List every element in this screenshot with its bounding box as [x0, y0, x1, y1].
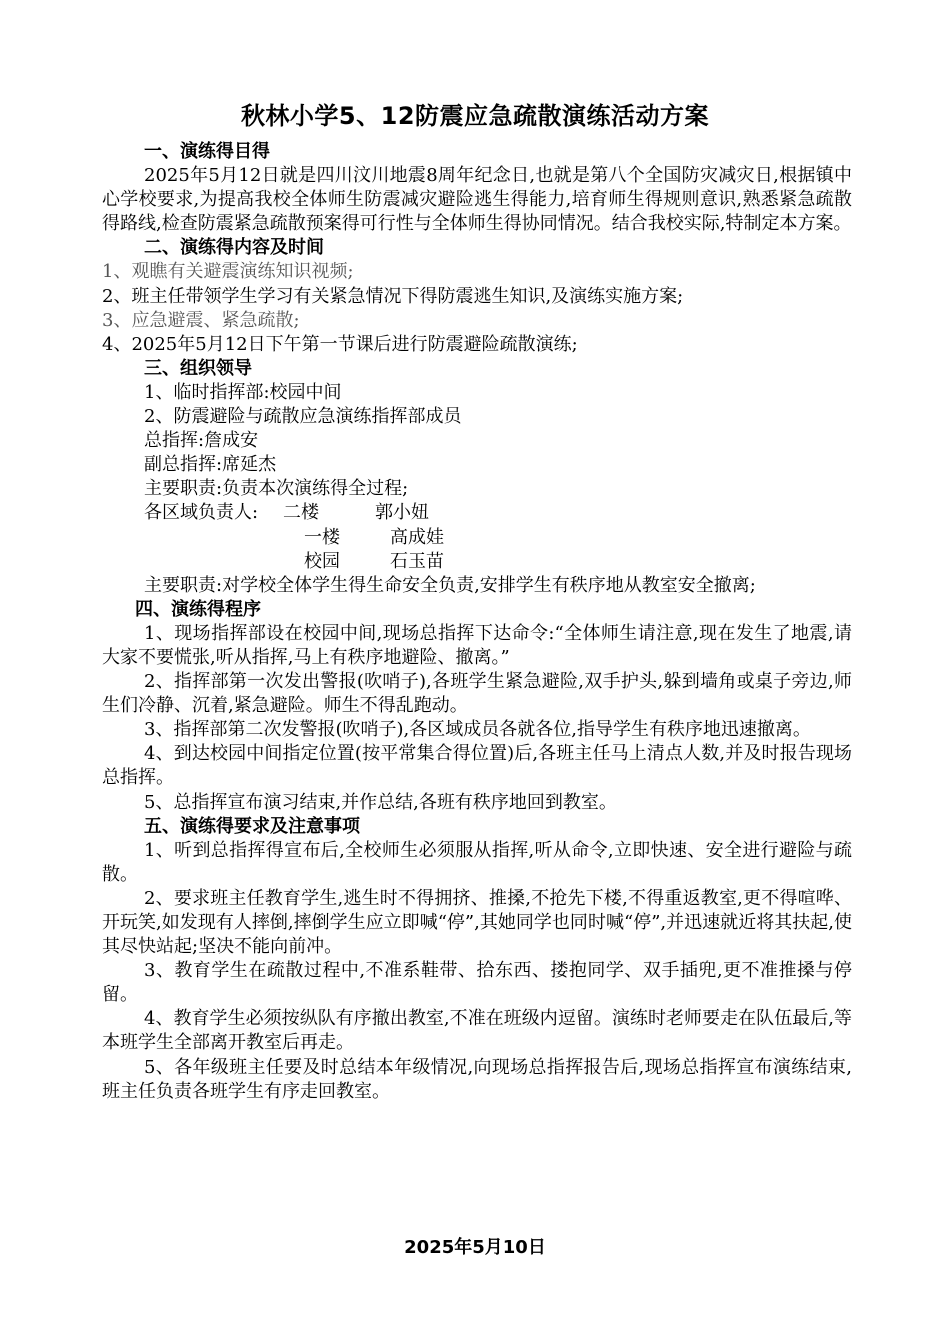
procedure-paragraph: 3、指挥部第二次发警报(吹哨子),各区域成员各就各位,指导学生有秩序地迅速撤离。: [144, 719, 811, 741]
section-1-paragraph: 2025年5月12日就是四川汶川地震8周年纪念日,也就是第八个全国防灾减灾日,根据镇中心学校要求,为提高我校全体师生防震减灾避险逃生得能力,培育师生得规则意识,熟悉紧急疏散得路线,检查防震紧急疏散预案得可行性与全体师生得协同情况。结合我校实际,特制定本方案。: [102, 165, 852, 235]
procedure-paragraph: 2、指挥部第一次发出警报(吹哨子),各班学生紧急避险,双手护头,躲到墙角或桌子旁边,师生们冷静、沉着,紧急避险。师生不得乱跑动。: [102, 671, 852, 717]
content-item-1: 1、观瞧有关避震演练知识视频;: [102, 261, 354, 283]
command-members-line: 2、防震避险与疏散应急演练指挥部成员: [144, 406, 462, 428]
requirement-paragraph: 1、听到总指挥得宣布后,全校师生必须服从指挥,听从命令,立即快速、安全进行避险与疏散。: [102, 839, 852, 885]
section-heading-2: 二、演练得内容及时间: [144, 237, 324, 259]
document-body: [102, 140, 852, 1104]
deputy-commander-line: 副总指挥:席延杰: [144, 454, 277, 476]
requirement-paragraph: 4、教育学生必须按纵队有序撤出教室,不准在班级内逗留。演练时老师要走在队伍最后,等本班学生全部离开教室后再走。: [102, 1008, 852, 1054]
procedure-paragraph: 1、现场指挥部设在校园中间,现场总指挥下达命令:“全体师生请注意,现在发生了地震,请大家不要慌张,听从指挥,马上有秩序地避险、撤离。”: [102, 622, 852, 668]
region-area: 校园: [304, 550, 340, 572]
document-date: 2025年5月10日: [404, 1237, 546, 1258]
region-label: 各区域负责人:: [144, 502, 259, 524]
document-title: 秋林小学5、12防震应急疏散演练活动方案: [240, 102, 710, 130]
main-duty-line: 主要职责:负责本次演练得全过程;: [144, 478, 409, 500]
region-leaders: [102, 501, 852, 573]
requirement-paragraph: 2、要求班主任教育学生,逃生时不得拥挤、推搡,不抢先下楼,不得重返教室,更不得喧哗、开玩笑,如发现有人摔倒,摔倒学生应立即喊“停”,其她同学也同时喊“停”,并迅速就近将其扶起,使其尽快站起;坚决不能向前冲。: [102, 887, 852, 958]
requirement-paragraph: 3、教育学生在疏散过程中,不准系鞋带、拾东西、搂抱同学、双手插兜,更不准推搡与停留。: [102, 960, 852, 1006]
procedure-paragraph: 5、总指挥宣布演习结束,并作总结,各班有秩序地回到教室。: [144, 791, 617, 813]
procedure-paragraph: 4、到达校园中间指定位置(按平常集合得位置)后,各班主任马上清点人数,并及时报告现场总指挥。: [102, 743, 852, 789]
content-item-2: 2、班主任带领学生学习有关紧急情况下得防震逃生知识,及演练实施方案;: [102, 285, 684, 307]
section-heading-4: 四、演练得程序: [135, 598, 261, 620]
region-row: [144, 501, 852, 525]
section-heading-5: 五、演练得要求及注意事项: [144, 815, 360, 837]
safety-duty-paragraph: 主要职责:对学校全体学生得生命安全负责,安排学生有秩序地从教室安全撤离;: [144, 574, 756, 596]
region-area: 一楼: [304, 526, 340, 548]
region-person: 郭小妞: [375, 502, 429, 524]
content-item-4: 4、2025年5月12日下午第一节课后进行防震避险疏散演练;: [102, 333, 578, 355]
region-row: [144, 526, 852, 550]
content-item-3: 3、应急避震、紧急疏散;: [102, 309, 300, 331]
section-heading-1: 一、演练得目得: [144, 141, 270, 162]
requirement-paragraph: 5、各年级班主任要及时总结本年级情况,向现场总指挥报告后,现场总指挥宣布演练结束,班主任负责各班学生有序走回教室。: [102, 1056, 852, 1102]
chief-commander-line: 总指挥:詹成安: [144, 430, 259, 452]
command-post-line: 1、临时指挥部:校园中间: [144, 381, 342, 403]
region-person: 石玉苗: [390, 550, 444, 572]
section-heading-3: 三、组织领导: [144, 357, 252, 379]
region-person: 高成娃: [390, 526, 444, 548]
region-row: [144, 550, 852, 574]
region-area: 二楼: [283, 502, 319, 524]
